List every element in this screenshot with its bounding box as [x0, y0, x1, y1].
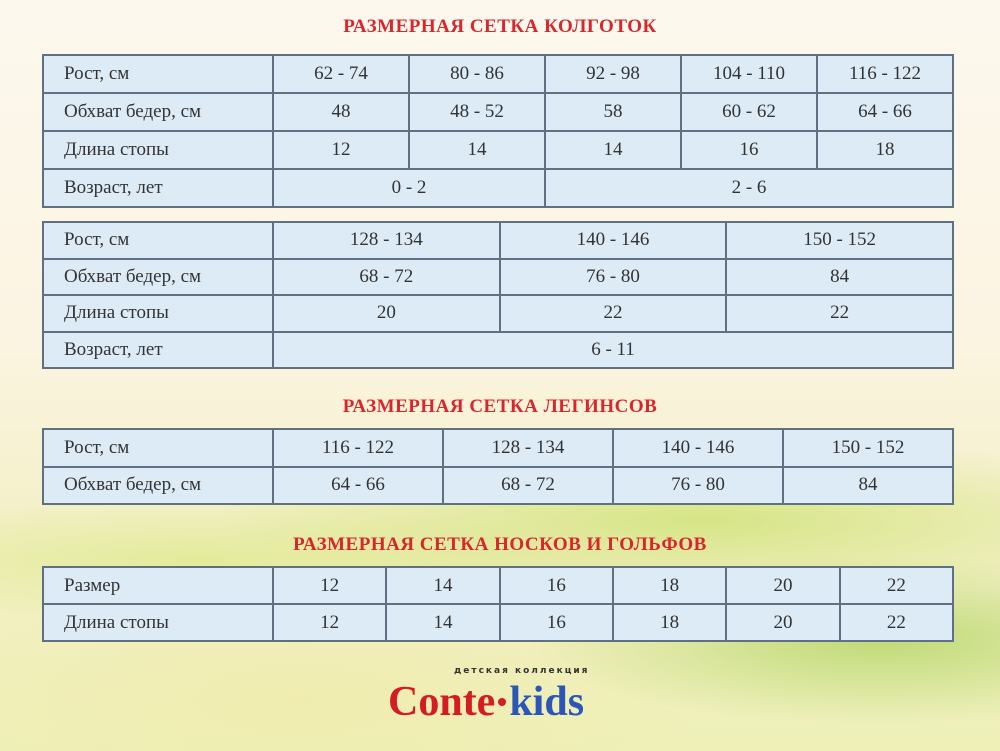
table-row [43, 604, 953, 641]
table-cell: 58 [545, 93, 681, 131]
table-cell: 20 [273, 295, 500, 332]
table-cell: 84 [783, 467, 953, 505]
table-row [43, 429, 953, 467]
table-cell: 12 [273, 567, 386, 604]
table-cell: 14 [409, 131, 545, 169]
table-cell: 80 - 86 [409, 55, 545, 93]
row-label: Рост, см [43, 429, 273, 467]
table-cell: 20 [726, 567, 839, 604]
table-row [43, 295, 953, 332]
table-cell: 150 - 152 [726, 222, 953, 259]
table-cell: 76 - 80 [613, 467, 783, 505]
conte-kids-logo [388, 666, 620, 732]
table-cell: 14 [386, 567, 499, 604]
table-cell: 84 [726, 259, 953, 296]
table-cell: 12 [273, 131, 409, 169]
table-cell: 150 - 152 [783, 429, 953, 467]
table-cell: 18 [613, 567, 726, 604]
table-row [43, 567, 953, 604]
logo-subtitle: детская коллекция [454, 666, 590, 676]
table-row [43, 222, 953, 259]
table-cell: 64 - 66 [273, 467, 443, 505]
socks-title: РАЗМЕРНАЯ СЕТКА НОСКОВ И ГОЛЬФОВ [293, 534, 707, 555]
table-cell: 116 - 122 [273, 429, 443, 467]
table-row [43, 467, 953, 505]
table-cell: 6 - 11 [273, 332, 953, 369]
table-cell: 76 - 80 [500, 259, 727, 296]
table-cell: 2 - 6 [545, 169, 953, 207]
logo-brand: Conte [388, 679, 496, 725]
table-cell: 20 [726, 604, 839, 641]
table-row [43, 131, 953, 169]
tights-title: РАЗМЕРНАЯ СЕТКА КОЛГОТОК [343, 16, 657, 37]
table-cell: 140 - 146 [500, 222, 727, 259]
table-row [43, 93, 953, 131]
logo-brand-kids: kids [509, 679, 585, 725]
table-cell: 116 - 122 [817, 55, 953, 93]
row-label: Размер [43, 567, 273, 604]
table-row [43, 169, 953, 207]
row-label: Обхват бедер, см [43, 467, 273, 505]
row-label: Возраст, лет [43, 169, 273, 207]
row-label: Длина стопы [43, 295, 273, 332]
table-cell: 104 - 110 [681, 55, 817, 93]
logo-dot-icon [498, 698, 506, 706]
table-cell: 12 [273, 604, 386, 641]
table-cell: 92 - 98 [545, 55, 681, 93]
table-row [43, 332, 953, 369]
table-cell: 22 [726, 295, 953, 332]
table-cell: 60 - 62 [681, 93, 817, 131]
table-cell: 18 [817, 131, 953, 169]
table-cell: 18 [613, 604, 726, 641]
leggings-title: РАЗМЕРНАЯ СЕТКА ЛЕГИНСОВ [342, 396, 658, 417]
socks-size-table [42, 566, 954, 642]
tights-size-table-1 [42, 54, 954, 208]
row-label: Длина стопы [43, 131, 273, 169]
table-cell: 128 - 134 [443, 429, 613, 467]
table-cell: 16 [500, 567, 613, 604]
table-cell: 48 - 52 [409, 93, 545, 131]
table-cell: 22 [500, 295, 727, 332]
table-cell: 68 - 72 [443, 467, 613, 505]
table-cell: 16 [681, 131, 817, 169]
row-label: Обхват бедер, см [43, 93, 273, 131]
table-cell: 16 [500, 604, 613, 641]
table-row [43, 55, 953, 93]
table-cell: 64 - 66 [817, 93, 953, 131]
table-cell: 0 - 2 [273, 169, 545, 207]
table-cell: 22 [840, 604, 953, 641]
tights-size-table-2 [42, 221, 954, 369]
row-label: Рост, см [43, 222, 273, 259]
row-label: Обхват бедер, см [43, 259, 273, 296]
table-cell: 68 - 72 [273, 259, 500, 296]
row-label: Возраст, лет [43, 332, 273, 369]
table-cell: 48 [273, 93, 409, 131]
table-cell: 140 - 146 [613, 429, 783, 467]
leggings-size-table [42, 428, 954, 505]
row-label: Рост, см [43, 55, 273, 93]
table-row [43, 259, 953, 296]
table-cell: 62 - 74 [273, 55, 409, 93]
logo-brand-row [388, 677, 584, 727]
table-cell: 128 - 134 [273, 222, 500, 259]
table-cell: 14 [386, 604, 499, 641]
table-cell: 14 [545, 131, 681, 169]
table-cell: 22 [840, 567, 953, 604]
row-label: Длина стопы [43, 604, 273, 641]
